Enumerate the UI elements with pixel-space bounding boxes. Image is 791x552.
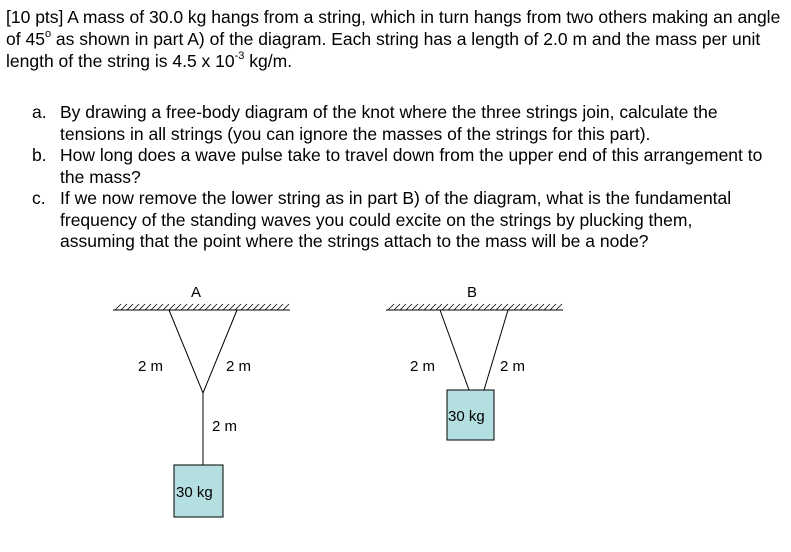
label-b-left-length: 2 m xyxy=(410,358,436,375)
hatch-mark xyxy=(181,304,187,310)
hatch-mark xyxy=(259,304,265,310)
hatch-mark xyxy=(460,304,466,310)
hatch-mark xyxy=(508,304,514,310)
hatch-mark xyxy=(400,304,406,310)
hatch-mark xyxy=(532,304,538,310)
hatch-mark xyxy=(496,304,502,310)
mass-a-label: 30 kg xyxy=(176,484,213,501)
hatch-mark xyxy=(490,304,496,310)
hatch-mark xyxy=(127,304,133,310)
diagram-b-title: B xyxy=(467,284,478,301)
string-a-right xyxy=(203,310,237,393)
part-b-letter: b. xyxy=(32,145,47,165)
degree-symbol: o xyxy=(44,28,52,41)
string-b-right xyxy=(484,310,508,390)
hatch-mark xyxy=(544,304,550,310)
hatch-mark xyxy=(253,304,259,310)
hatch-mark xyxy=(241,304,247,310)
ceiling-b-hatch xyxy=(388,304,562,310)
hatch-mark xyxy=(556,304,562,310)
hatch-mark xyxy=(472,304,478,310)
hatch-mark xyxy=(550,304,556,310)
hatch-mark xyxy=(139,304,145,310)
hatch-mark xyxy=(247,304,253,310)
intro-text-2: as shown in part A) of the diagram. Each string has a length of 2.0 m and the mass per unit length of the string is 4.5 x 10 xyxy=(6,29,761,71)
hatch-mark xyxy=(271,304,277,310)
hatch-mark xyxy=(424,304,430,310)
part-b-text: How long does a wave pulse take to travel down from the upper end of this arrangement to the mass? xyxy=(60,145,763,187)
hatch-mark xyxy=(502,304,508,310)
hatch-mark xyxy=(157,304,163,310)
label-a-lower-length: 2 m xyxy=(212,418,238,435)
exponent: -3 xyxy=(234,50,245,63)
hatch-mark xyxy=(163,304,169,310)
hatch-mark xyxy=(121,304,127,310)
hatch-mark xyxy=(394,304,400,310)
string-b-left xyxy=(440,310,469,390)
hatch-mark xyxy=(115,304,121,310)
ceiling-a-hatch xyxy=(115,304,289,310)
hatch-mark xyxy=(538,304,544,310)
string-a-left xyxy=(169,310,203,393)
hatch-mark xyxy=(235,304,241,310)
hatch-mark xyxy=(454,304,460,310)
hatch-mark xyxy=(205,304,211,310)
hatch-mark xyxy=(217,304,223,310)
hatch-mark xyxy=(406,304,412,310)
hatch-mark xyxy=(265,304,271,310)
part-c-text: If we now remove the lower string as in part B) of the diagram, what is the fundamental frequency of the standing waves you could excite on the strings by plucking them, assuming that the point where the strings attach to the mass will be a node? xyxy=(60,188,732,251)
intro-text-1: [10 pts] A mass of 30.0 kg hangs from a string, which in turn hangs from two others making an angle of 45 xyxy=(6,7,781,49)
hatch-mark xyxy=(388,304,394,310)
hatch-mark xyxy=(223,304,229,310)
hatch-mark xyxy=(430,304,436,310)
part-a-text: By drawing a free-body diagram of the knot where the three strings join, calculate the tensions in all strings (you can ignore the masses of the strings for this part). xyxy=(60,102,718,144)
hatch-mark xyxy=(412,304,418,310)
hatch-mark xyxy=(283,304,289,310)
hatch-mark xyxy=(151,304,157,310)
diagram-a xyxy=(113,284,290,517)
hatch-mark xyxy=(418,304,424,310)
hatch-mark xyxy=(442,304,448,310)
hatch-mark xyxy=(466,304,472,310)
mass-b-label: 30 kg xyxy=(448,408,485,425)
hatch-mark xyxy=(448,304,454,310)
hatch-mark xyxy=(169,304,175,310)
hatch-mark xyxy=(211,304,217,310)
intro-text-3: kg/m. xyxy=(244,51,293,71)
hatch-mark xyxy=(175,304,181,310)
hatch-mark xyxy=(526,304,532,310)
hatch-mark xyxy=(133,304,139,310)
hatch-mark xyxy=(187,304,193,310)
hatch-mark xyxy=(436,304,442,310)
label-a-right-length: 2 m xyxy=(226,358,252,375)
hatch-mark xyxy=(277,304,283,310)
hatch-mark xyxy=(520,304,526,310)
label-b-right-length: 2 m xyxy=(500,358,526,375)
diagram-a-title: A xyxy=(191,284,202,301)
hatch-mark xyxy=(145,304,151,310)
hatch-mark xyxy=(478,304,484,310)
hatch-mark xyxy=(229,304,235,310)
hatch-mark xyxy=(484,304,490,310)
part-a-letter: a. xyxy=(32,102,47,122)
hatch-mark xyxy=(514,304,520,310)
label-a-left-length: 2 m xyxy=(138,358,164,375)
hatch-mark xyxy=(193,304,199,310)
part-c-letter: c. xyxy=(32,188,46,208)
hatch-mark xyxy=(199,304,205,310)
diagram-b xyxy=(386,284,563,440)
